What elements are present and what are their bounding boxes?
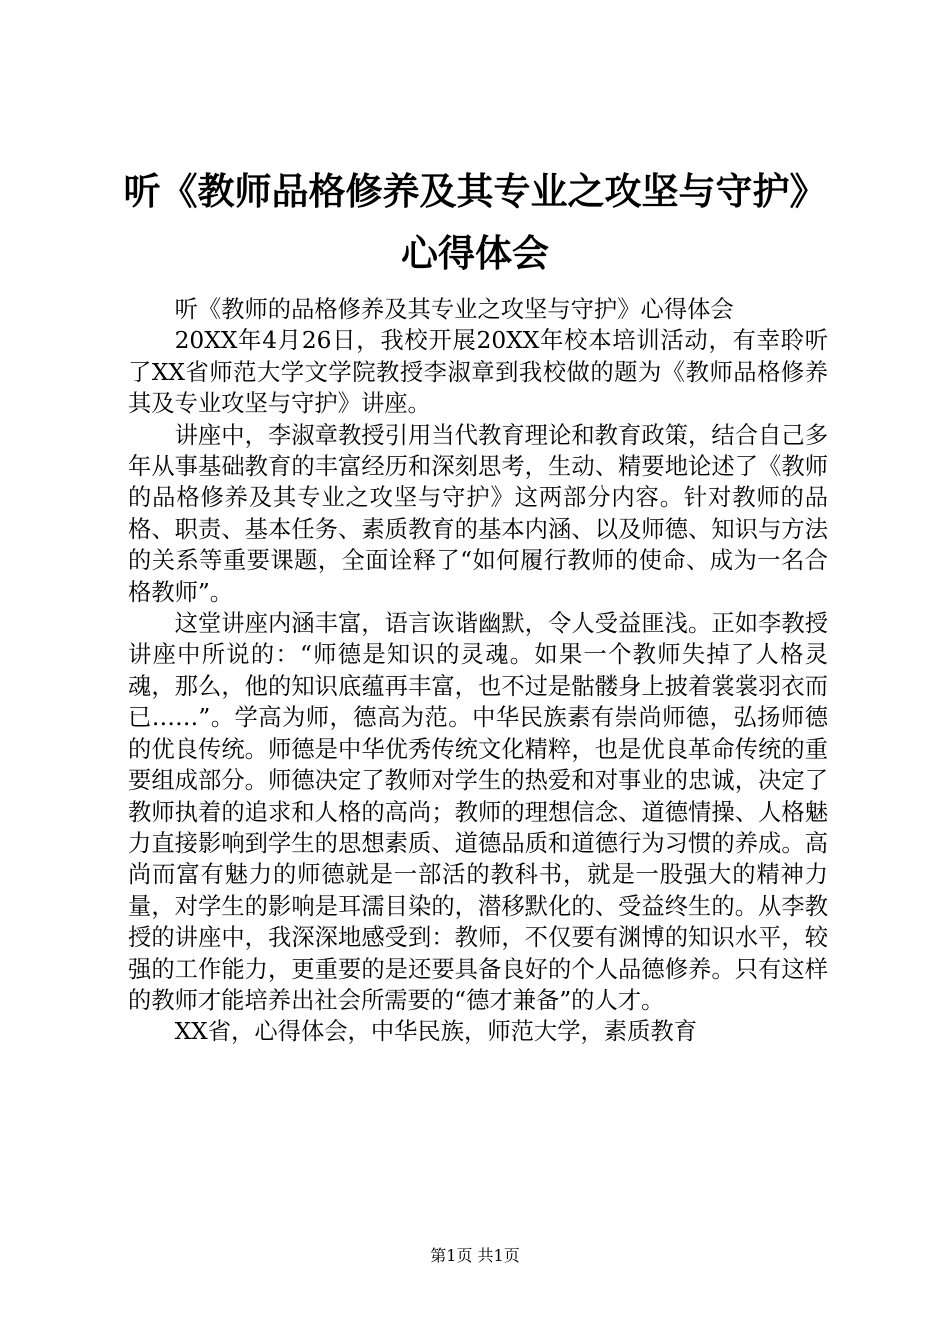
page-footer: 第1页 共1页 xyxy=(430,1246,520,1265)
paragraph-intro: 20XX年4月26日，我校开展20XX年校本培训活动，有幸聆听了XX省师范大学文学院教授李淑章到我校做的题为《教师品格修养其及专业攻坚与守护》讲座。 xyxy=(128,327,828,418)
page-title: 听《教师品格修养及其专业之攻坚与守护》心得体会 xyxy=(123,169,827,275)
paragraph-reflection: 这堂讲座内涵丰富，语言诙谐幽默，令人受益匪浅。正如李教授讲座中所说的：“师德是知识的灵魂。如果一个教师失掉了人格灵魂，那么，他的知识底蕴再丰富，也不过是骷髅身上披着裳裳羽衣而已……”。学高为师，德高为范。中华民族素有崇尚师德，弘扬师德的优良传统。师德是中华优秀传统文化精粹，也是优良革命传统的重要组成部分。师德决定了教师对学生的热爱和对事业的忠诚，决定了教师执着的追求和人格的高尚；教师的理想信念、道德情操、人格魅力直接影响到学生的思想素质、道德品质和道德行为习惯的养成。高尚而富有魅力的师德就是一部活的教科书，就是一股强大的精神力量，对学生的影响是耳濡目染的，潜移默化的、受益终生的。从李教授的讲座中，我深深地感受到：教师，不仅要有渊博的知识水平，较强的工作能力，更重要的是还要具备良好的个人品德修养。只有这样的教师才能培养出社会所需要的“德才兼备”的人才。 xyxy=(128,610,828,1014)
paragraph-keywords: XX省，心得体会，中华民族，师范大学，素质教育 xyxy=(174,1018,697,1046)
document-body xyxy=(128,294,828,1048)
paragraph-subtitle: 听《教师的品格修养及其专业之攻坚与守护》心得体会 xyxy=(174,296,734,323)
paragraph-lecture: 讲座中，李淑章教授引用当代教育理论和教育政策，结合自己多年从事基础教育的丰富经历和深刻思考，生动、精要地论述了《教师的品格修养及其专业之攻坚与守护》这两部分内容。针对教师的品格、职责、基本任务、素质教育的基本内涵、以及师德、知识与方法的关系等重要课题，全面诠释了“如何履行教师的使命、成为一名合格教师”。 xyxy=(128,421,828,606)
